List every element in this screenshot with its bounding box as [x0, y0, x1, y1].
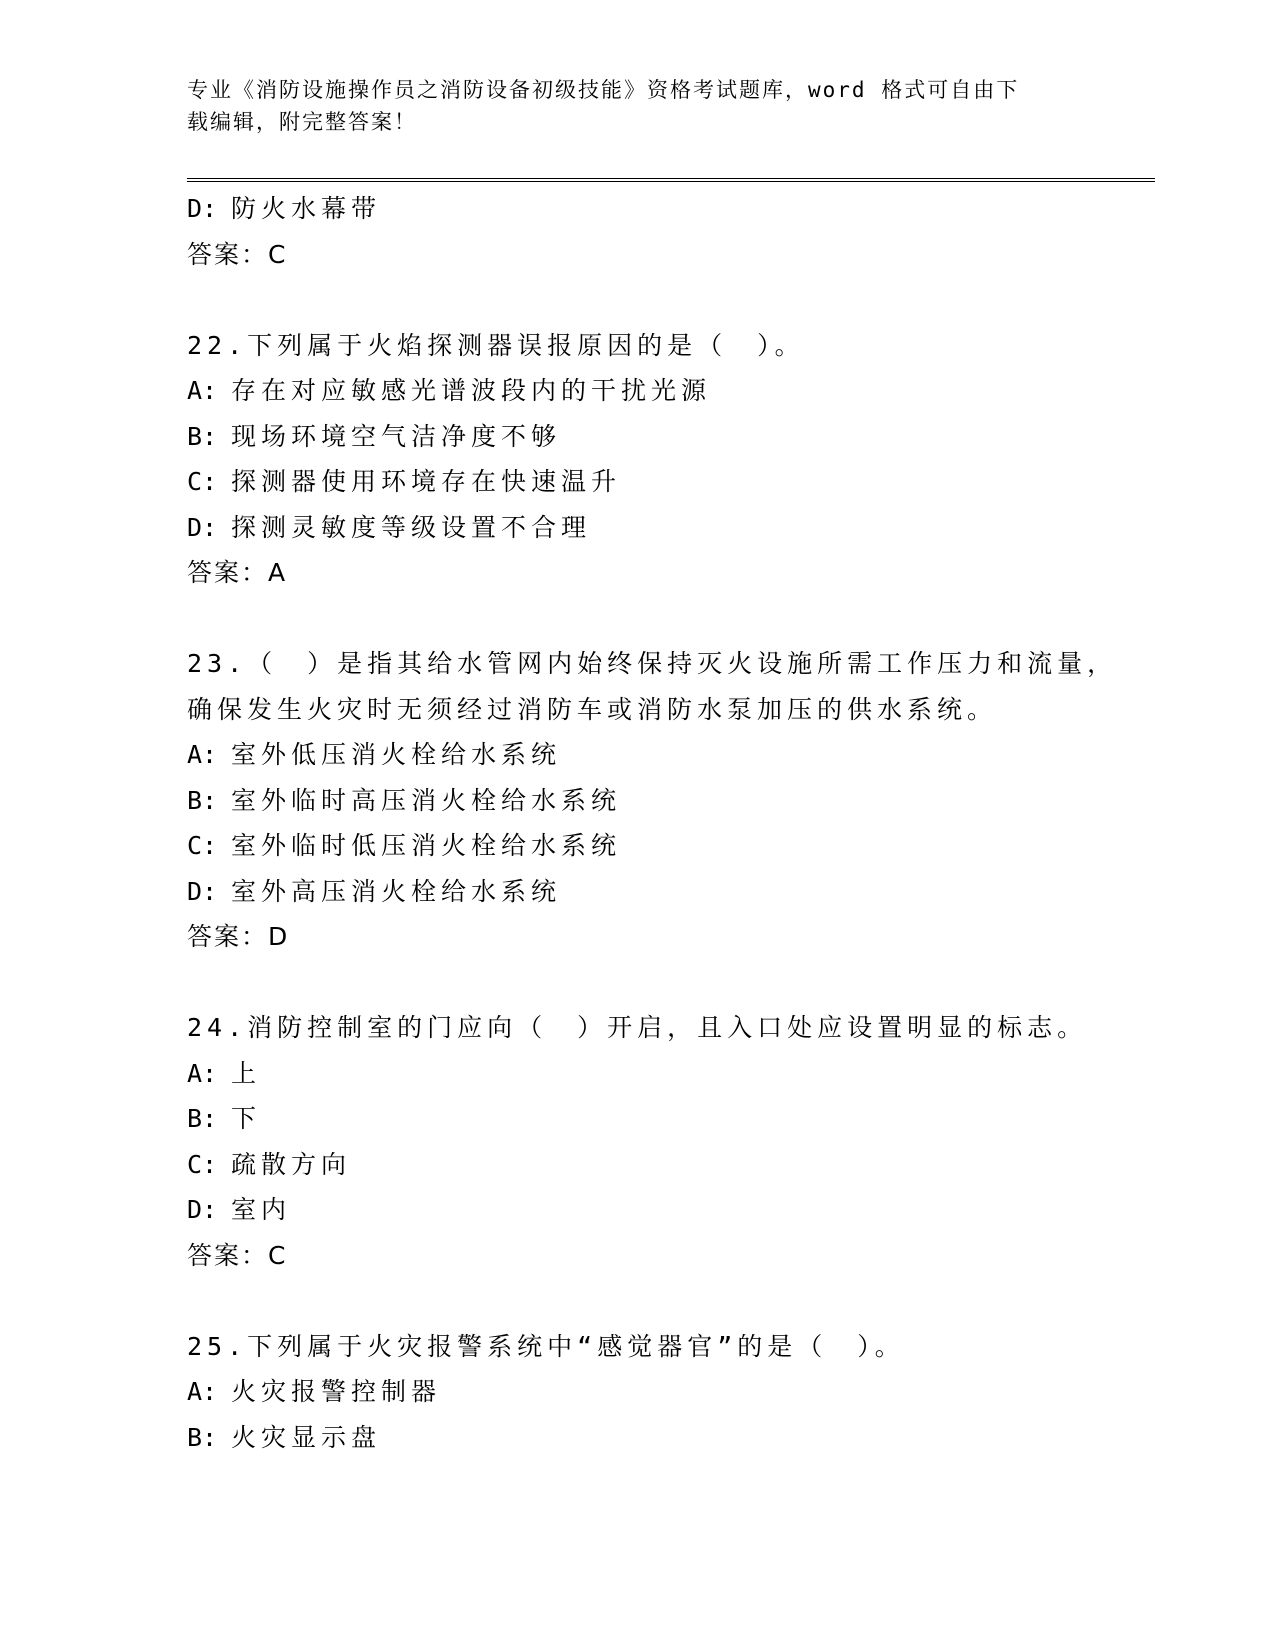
header-line-1: 专业《消防设施操作员之消防设备初级技能》资格考试题库，word 格式可自由下	[187, 78, 1020, 102]
answer: 答案：C	[187, 1240, 288, 1270]
option-text: 火灾显示盘	[231, 1422, 382, 1452]
question-22	[187, 323, 1107, 597]
option-key: C:	[187, 1149, 218, 1179]
option-c	[187, 459, 1107, 505]
option-text: 上	[231, 1058, 262, 1088]
question-25	[187, 1324, 1107, 1461]
answer: 答案：D	[187, 922, 290, 951]
option-key: B:	[187, 1104, 218, 1133]
option-key: A:	[187, 1058, 218, 1088]
option-key: D:	[187, 512, 218, 542]
option-d	[187, 186, 1107, 232]
option-key: B:	[187, 421, 218, 451]
question-21-tail	[187, 186, 1107, 278]
option-text: 下	[231, 1104, 262, 1133]
option-text: 现场环境空气洁净度不够	[231, 421, 562, 451]
option-a	[187, 368, 1107, 414]
option-text: 探测器使用环境存在快速温升	[231, 467, 622, 496]
header-divider	[187, 178, 1155, 182]
option-a	[187, 1051, 1107, 1097]
option-text: 室外高压消火栓给水系统	[231, 876, 562, 906]
answer: 答案：A	[187, 558, 288, 587]
option-key: D:	[187, 876, 218, 906]
question-stem-line-1: 23.（ ）是指其给水管网内始终保持灭火设施所需工作压力和流量，	[187, 649, 1118, 678]
option-d	[187, 505, 1107, 551]
option-key: B:	[187, 1422, 218, 1452]
option-a	[187, 732, 1107, 778]
option-d	[187, 1187, 1107, 1233]
option-text: 室内	[231, 1195, 292, 1224]
option-key: C:	[187, 467, 218, 496]
question-stem: 24.消防控制室的门应向（ ）开启，且入口处应设置明显的标志。	[187, 1013, 1088, 1042]
header-line-2: 载编辑，附完整答案！	[187, 110, 417, 134]
option-key: C:	[187, 831, 218, 860]
option-b	[187, 778, 1107, 824]
answer: 答案：C	[187, 239, 288, 269]
option-text: 防火水幕带	[231, 194, 382, 223]
option-text: 探测灵敏度等级设置不合理	[231, 512, 592, 542]
option-a	[187, 1369, 1107, 1415]
document-header	[187, 74, 1087, 138]
question-list	[187, 186, 1118, 1460]
option-text: 室外低压消火栓给水系统	[231, 740, 562, 769]
option-key: A:	[187, 740, 218, 769]
option-key: A:	[187, 376, 218, 405]
question-24	[187, 1005, 1107, 1279]
option-text: 火灾报警控制器	[231, 1377, 442, 1406]
option-text: 疏散方向	[231, 1149, 352, 1179]
option-key: D:	[187, 194, 218, 223]
option-c	[187, 1142, 1107, 1188]
option-text: 存在对应敏感光谱波段内的干扰光源	[231, 376, 712, 405]
option-key: D:	[187, 1195, 218, 1224]
option-b	[187, 1415, 1107, 1461]
option-key: B:	[187, 785, 218, 815]
question-stem-line-2: 确保发生火灾时无须经过消防车或消防水泵加压的供水系统。	[187, 694, 998, 724]
option-b	[187, 1096, 1107, 1142]
option-text: 室外临时低压消火栓给水系统	[231, 831, 622, 860]
option-key: A:	[187, 1377, 218, 1406]
question-stem: 25.下列属于火灾报警系统中“感觉器官”的是（ ）。	[187, 1331, 905, 1361]
option-d	[187, 869, 1107, 915]
option-b	[187, 414, 1107, 460]
option-text: 室外临时高压消火栓给水系统	[231, 785, 622, 815]
question-stem: 22.下列属于火焰探测器误报原因的是（ ）。	[187, 330, 805, 360]
option-c	[187, 823, 1107, 869]
question-23	[187, 641, 1118, 960]
